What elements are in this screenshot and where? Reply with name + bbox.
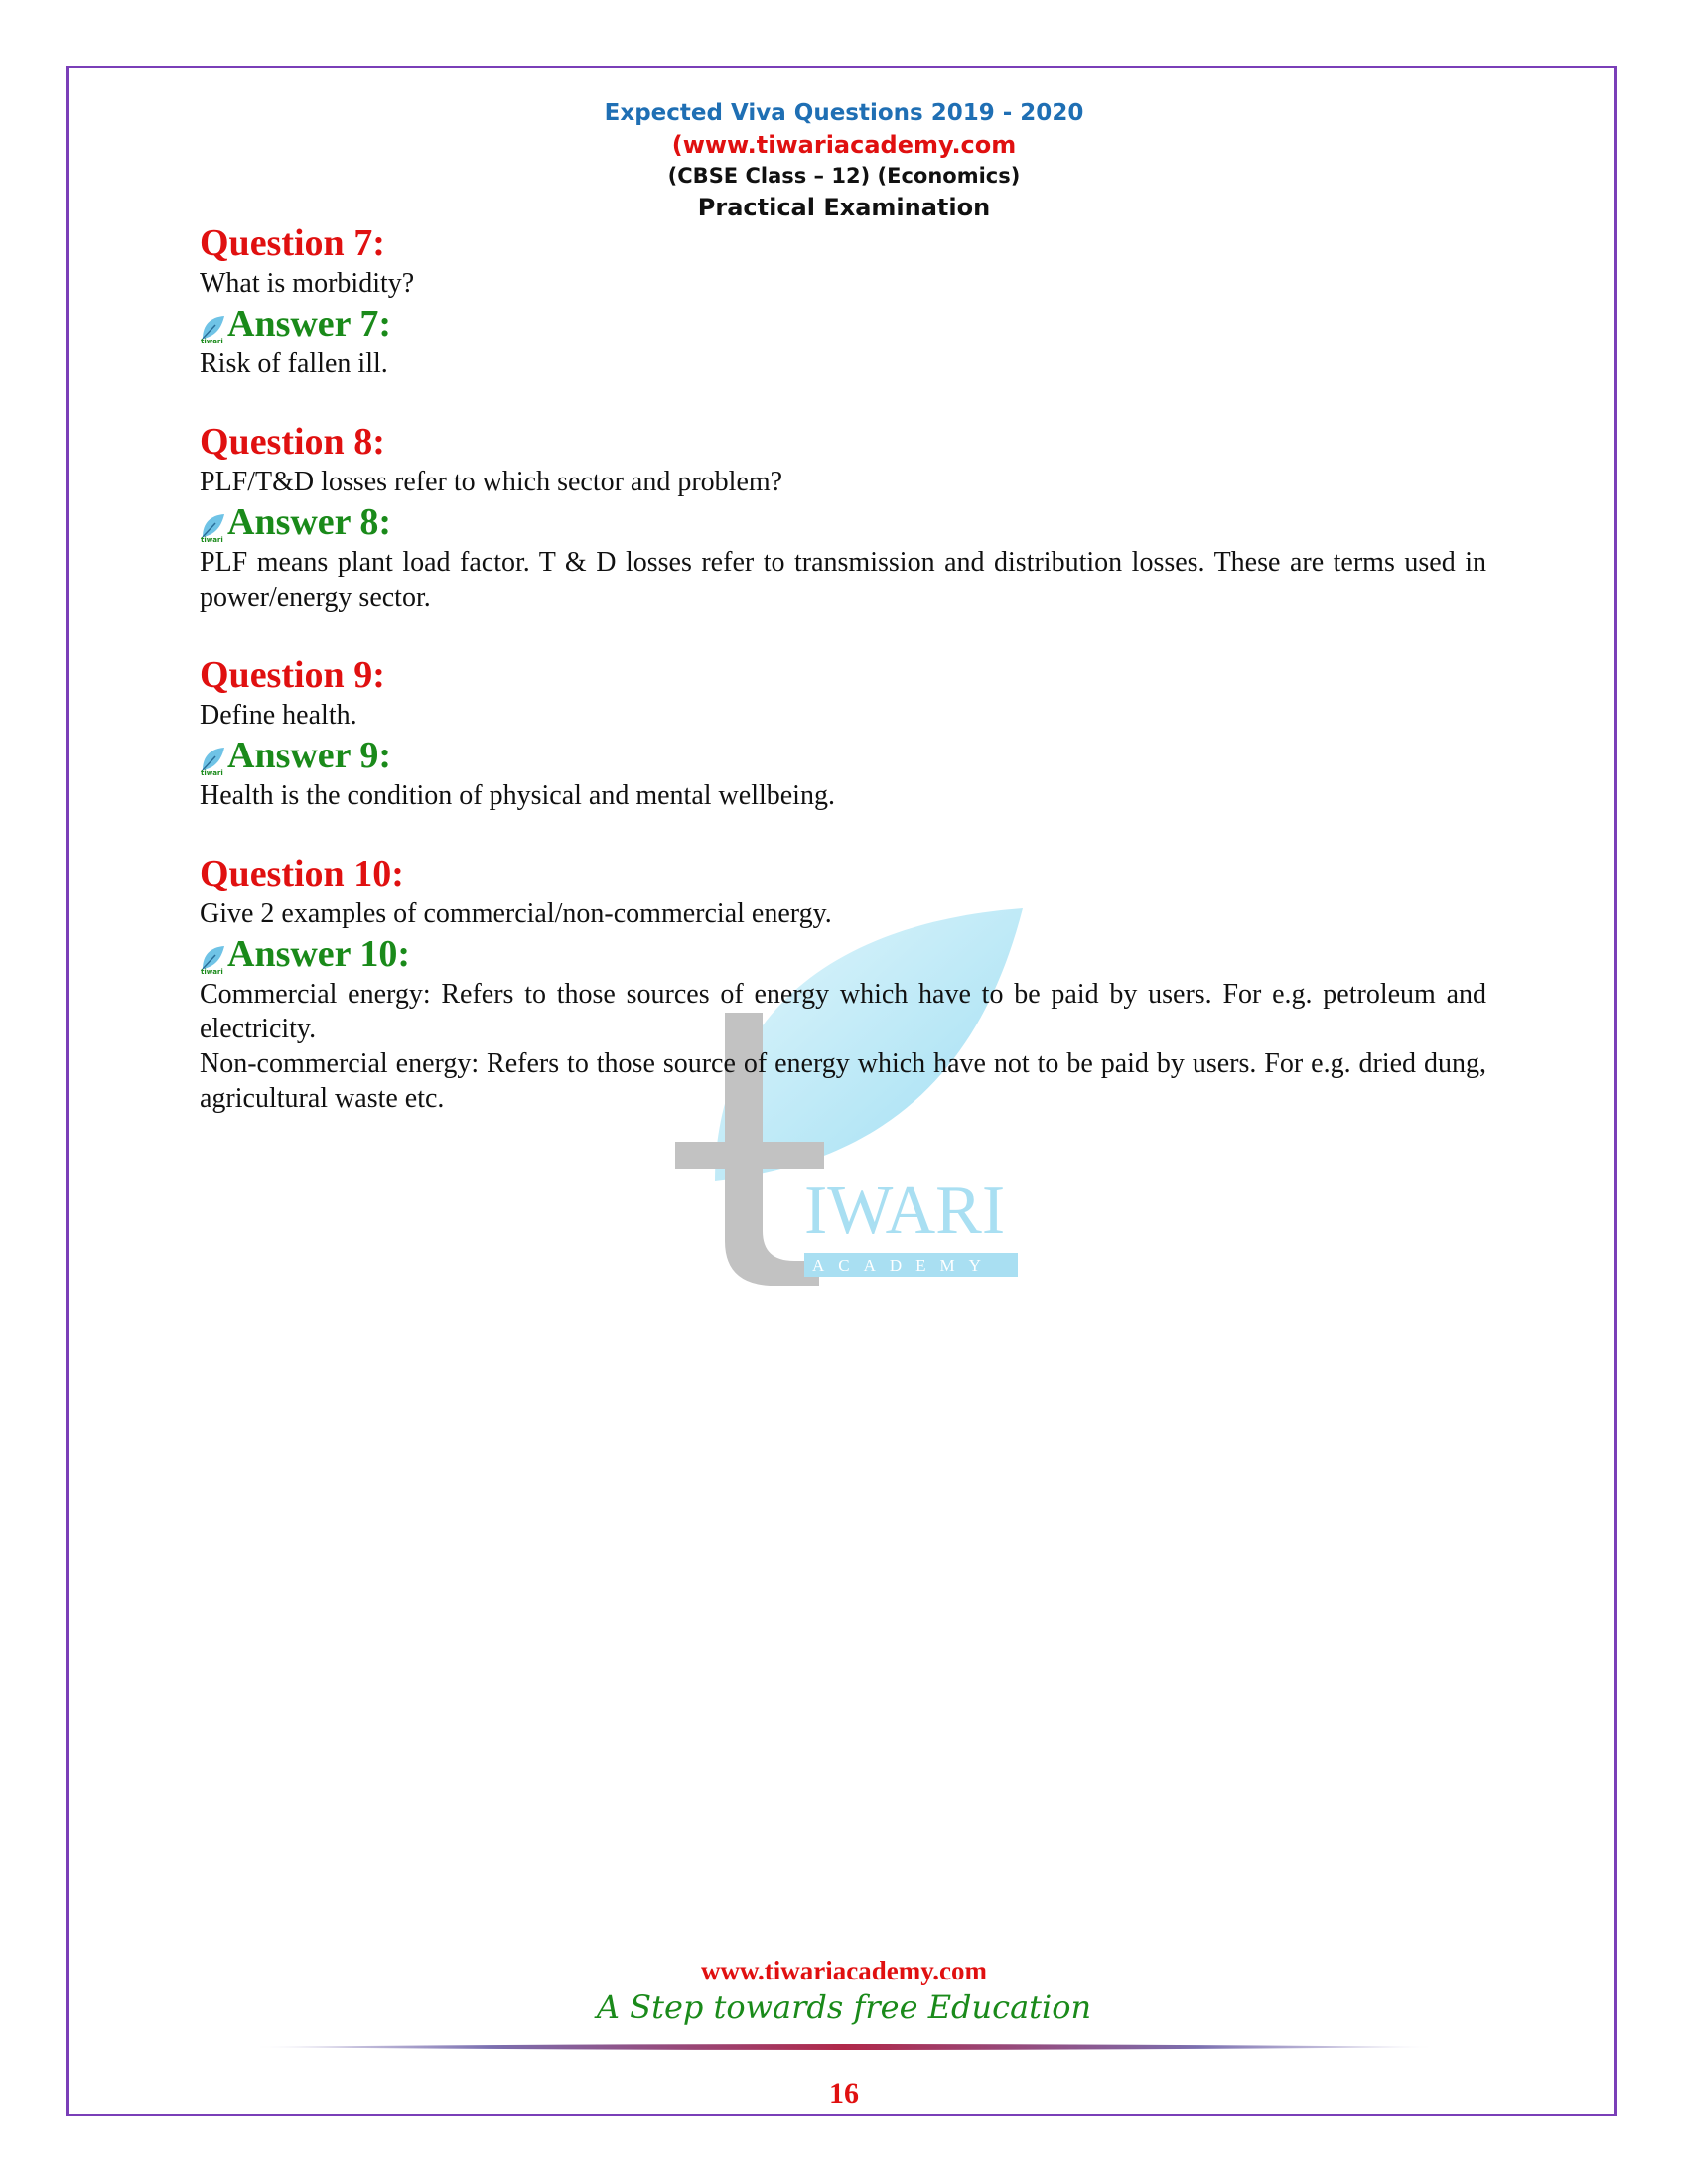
icon-label: tiwari (201, 536, 223, 543)
tiwari-leaf-icon (200, 313, 225, 344)
tiwari-leaf-icon (200, 511, 225, 543)
answer-text: Health is the condition of physical and mental wellbeing. (200, 780, 835, 811)
header-exam: Practical Examination (697, 194, 991, 221)
page-number: 16 (829, 2077, 859, 2110)
question-text: Give 2 examples of commercial/non-commercial energy. (200, 898, 832, 929)
header-class-subject: (CBSE Class – 12) (Economics) (667, 164, 1021, 188)
answer-text: Non-commercial energy: Refers to those source of energy which have not to be paid by users. For e.g. dried dung, agricultural waste etc. (200, 1048, 1486, 1114)
answer-heading-row (200, 499, 1486, 545)
answer-heading: Answer 8: (227, 501, 392, 543)
answer-heading: Answer 7: (227, 303, 392, 344)
answer-heading: Answer 9: (227, 735, 392, 776)
answer-heading-row (200, 301, 1486, 346)
answer-text: Commercial energy: Refers to those sources of energy which have to be paid by users. For e.g. petroleum and electricity. (200, 979, 1486, 1044)
icon-label: tiwari (201, 769, 223, 776)
footer-website-link[interactable]: www.tiwariacademy.com (701, 1956, 987, 1985)
tiwari-leaf-icon (200, 745, 225, 776)
tiwari-leaf-icon (200, 943, 225, 975)
qa-block-9 (200, 652, 1486, 813)
qa-block-10 (200, 851, 1486, 1116)
answer-heading-row (200, 733, 1486, 778)
question-heading: Question 7: (200, 222, 385, 264)
qa-block-7 (200, 220, 1486, 381)
header-website: (www.tiwariacademy.com (671, 131, 1017, 159)
question-heading: Question 9: (200, 654, 385, 696)
footer-divider (253, 2043, 1435, 2051)
question-text: What is morbidity? (200, 268, 415, 299)
page-header (0, 97, 1688, 224)
question-heading: Question 8: (200, 421, 385, 463)
qa-content (200, 220, 1486, 1154)
qa-block-8 (200, 419, 1486, 614)
icon-label: tiwari (201, 338, 223, 344)
answer-text: Risk of fallen ill. (200, 348, 388, 379)
header-title: Expected Viva Questions 2019 - 2020 (604, 100, 1084, 126)
page-footer (0, 1954, 1688, 2027)
watermark-word: IWARI (804, 1172, 1006, 1249)
icon-label: tiwari (201, 968, 223, 975)
answer-heading-row (200, 931, 1486, 977)
watermark-sub: ACADEMY (812, 1256, 995, 1275)
question-heading: Question 10: (200, 853, 404, 894)
question-text: PLF/T&D losses refer to which sector and problem? (200, 467, 783, 497)
answer-heading: Answer 10: (227, 933, 411, 975)
question-text: Define health. (200, 700, 357, 731)
footer-tagline: A Step towards free Education (596, 1988, 1092, 2026)
answer-text: PLF means plant load factor. T & D losses refer to transmission and distribution losses. These are terms used in power/energy sector. (200, 547, 1486, 613)
